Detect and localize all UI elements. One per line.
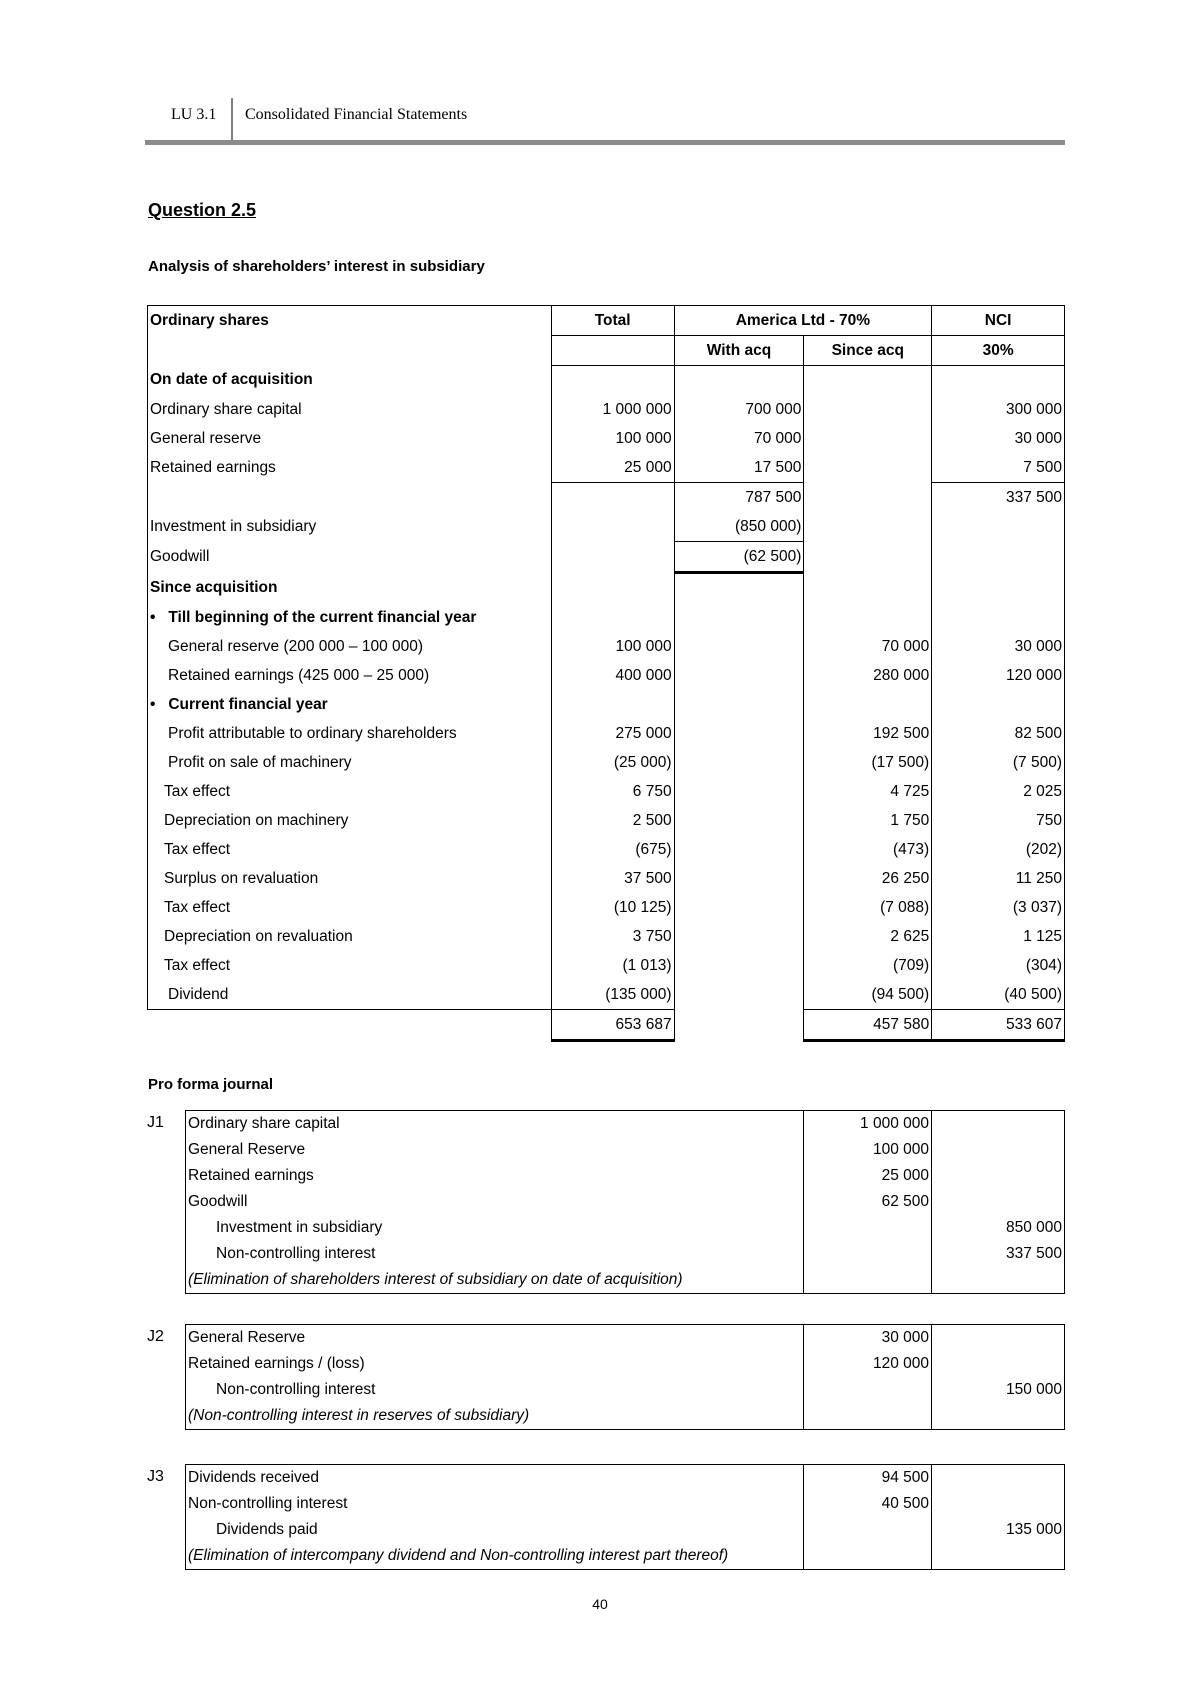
table-row — [186, 1491, 1065, 1517]
table-cell — [148, 1010, 552, 1041]
table-cell — [674, 777, 804, 806]
table-row — [148, 483, 1065, 513]
table-cell: 275 000 — [551, 719, 674, 748]
table-cell: General Reserve — [188, 1141, 306, 1158]
table-cell — [804, 1267, 932, 1294]
table-cell: Investment in subsidiary — [216, 1219, 383, 1236]
table-cell — [674, 951, 804, 980]
table-cell: (675) — [551, 835, 674, 864]
section-label: Since acquisition — [148, 573, 552, 604]
section-label: On date of acquisition — [148, 366, 552, 396]
table-cell: Goodwill — [148, 542, 552, 573]
table-cell: Retained earnings / (loss) — [188, 1355, 365, 1372]
table-cell — [148, 336, 552, 366]
table-row — [148, 453, 1065, 483]
table-cell — [551, 512, 674, 542]
table-cell: 100 000 — [804, 1137, 932, 1163]
table-row — [186, 1137, 1065, 1163]
table-cell — [674, 632, 804, 661]
proforma-title: Pro forma journal — [148, 1076, 274, 1093]
table-cell: (709) — [804, 951, 932, 980]
col-since: Since acq — [804, 336, 932, 366]
journal-note: (Elimination of shareholders interest of subsidiary on date of acquisition) — [188, 1271, 683, 1288]
col-parent: America Ltd - 70% — [674, 306, 932, 336]
table-cell: Retained earnings — [148, 453, 552, 483]
header-rule — [145, 140, 1065, 145]
table-cell: (850 000) — [674, 512, 804, 542]
table-cell: (40 500) — [932, 980, 1065, 1010]
analysis-table — [147, 305, 1065, 1042]
table-cell — [932, 1491, 1065, 1517]
table-cell — [674, 864, 804, 893]
table-cell: 280 000 — [804, 661, 932, 690]
table-cell — [674, 1010, 804, 1041]
table-cell: 700 000 — [674, 395, 804, 424]
table-cell: (94 500) — [804, 980, 932, 1010]
table-cell: 4 725 — [804, 777, 932, 806]
question-heading: Question 2.5 — [148, 200, 257, 220]
table-cell: 750 — [932, 806, 1065, 835]
table-cell: Goodwill — [188, 1193, 248, 1210]
table-cell: Non-controlling interest — [216, 1381, 376, 1398]
table-cell: (17 500) — [804, 748, 932, 777]
table-cell: 30 000 — [804, 1325, 932, 1352]
table-cell: Profit on sale of machinery — [148, 748, 552, 777]
table-cell — [804, 395, 932, 424]
col-total: Total — [551, 306, 674, 336]
table-cell: 70 000 — [674, 424, 804, 453]
table-row — [148, 719, 1065, 748]
table-cell: • Till beginning of the current financial year — [148, 603, 552, 632]
table-cell: 120 000 — [932, 661, 1065, 690]
table-cell: General Reserve — [188, 1329, 306, 1346]
table-cell: (25 000) — [551, 748, 674, 777]
table-cell: 30 000 — [932, 632, 1065, 661]
table-row — [186, 1351, 1065, 1377]
table-cell — [932, 1465, 1065, 1492]
table-cell: 100 000 — [551, 632, 674, 661]
table-cell — [932, 603, 1065, 632]
table-row — [186, 1325, 1065, 1352]
table-subheader-row — [148, 336, 1065, 366]
table-cell — [804, 542, 932, 573]
table-cell — [551, 336, 674, 366]
table-cell: 400 000 — [551, 661, 674, 690]
col-with: With acq — [674, 336, 804, 366]
table-cell: Depreciation on machinery — [148, 806, 552, 835]
table-cell — [674, 661, 804, 690]
table-row — [148, 835, 1065, 864]
table-cell: Dividends paid — [216, 1521, 318, 1538]
table-cell: 120 000 — [804, 1351, 932, 1377]
table-row — [148, 893, 1065, 922]
table-cell: 25 000 — [804, 1163, 932, 1189]
table-cell: 11 250 — [932, 864, 1065, 893]
table-cell — [932, 1543, 1065, 1570]
page-header — [145, 98, 1065, 142]
journal-j3 — [185, 1464, 1065, 1570]
table-row — [148, 777, 1065, 806]
table-cell: Tax effect — [148, 777, 552, 806]
table-cell — [932, 1137, 1065, 1163]
table-cell: 40 500 — [804, 1491, 932, 1517]
table-row — [148, 806, 1065, 835]
table-cell: 6 750 — [551, 777, 674, 806]
subtotal-with: 787 500 — [674, 483, 804, 513]
subtotal-nci: 337 500 — [932, 483, 1065, 513]
table-cell: Retained earnings (425 000 – 25 000) — [148, 661, 552, 690]
table-row — [148, 690, 1065, 719]
journal-note: (Non-controlling interest in reserves of subsidiary) — [188, 1407, 530, 1424]
table-cell — [932, 690, 1065, 719]
table-header-row — [148, 306, 1065, 336]
table-cell: Depreciation on revaluation — [148, 922, 552, 951]
table-cell — [674, 719, 804, 748]
table-cell: 100 000 — [551, 424, 674, 453]
table-cell: 1 125 — [932, 922, 1065, 951]
table-row — [148, 603, 1065, 632]
table-cell — [551, 542, 674, 573]
journal-note: (Elimination of intercompany dividend and Non-controlling interest part thereof) — [188, 1547, 729, 1564]
table-cell — [932, 1403, 1065, 1430]
table-cell — [932, 366, 1065, 396]
table-cell — [804, 512, 932, 542]
table-cell: 2 625 — [804, 922, 932, 951]
table-row — [148, 632, 1065, 661]
learning-unit: LU 3.1 — [171, 106, 217, 123]
table-cell — [804, 603, 932, 632]
table-cell — [674, 980, 804, 1010]
table-row — [186, 1267, 1065, 1294]
table-cell — [148, 483, 552, 513]
table-cell — [932, 1325, 1065, 1352]
table-cell — [804, 1403, 932, 1430]
table-cell: (10 125) — [551, 893, 674, 922]
table-cell — [804, 573, 932, 604]
final-nci: 533 607 — [932, 1010, 1065, 1041]
table-row — [148, 864, 1065, 893]
table-cell — [674, 690, 804, 719]
table-row — [148, 980, 1065, 1010]
table-row — [186, 1403, 1065, 1430]
table-cell — [804, 483, 932, 513]
table-cell — [932, 1189, 1065, 1215]
table-cell: 1 000 000 — [804, 1111, 932, 1138]
col-label: Ordinary shares — [148, 306, 552, 336]
table-row — [186, 1241, 1065, 1267]
table-cell: 26 250 — [804, 864, 932, 893]
table-cell: Dividends received — [188, 1469, 319, 1486]
table-cell: 37 500 — [551, 864, 674, 893]
table-cell: (3 037) — [932, 893, 1065, 922]
col-nci-pct: 30% — [932, 336, 1065, 366]
table-cell: 2 500 — [551, 806, 674, 835]
table-cell: 94 500 — [804, 1465, 932, 1492]
journal-id: J2 — [147, 1328, 164, 1345]
table-cell: Non-controlling interest — [188, 1495, 348, 1512]
table-cell: Tax effect — [148, 835, 552, 864]
table-cell — [674, 893, 804, 922]
table-row — [148, 366, 1065, 396]
col-nci: NCI — [932, 306, 1065, 336]
table-cell: Dividend — [148, 980, 552, 1010]
table-row — [148, 395, 1065, 424]
journal-j1 — [185, 1110, 1065, 1294]
table-cell: 82 500 — [932, 719, 1065, 748]
table-cell: 25 000 — [551, 453, 674, 483]
table-cell — [674, 835, 804, 864]
table-row — [186, 1543, 1065, 1570]
table-cell — [932, 542, 1065, 573]
table-row — [186, 1189, 1065, 1215]
page-number: 40 — [592, 1596, 608, 1612]
journal-j2 — [185, 1324, 1065, 1430]
table-cell — [932, 1267, 1065, 1294]
table-cell — [551, 690, 674, 719]
table-row — [148, 512, 1065, 542]
table-row — [148, 661, 1065, 690]
table-cell: Profit attributable to ordinary shareholders — [148, 719, 552, 748]
journal-id: J3 — [147, 1468, 164, 1485]
table-cell: General reserve — [148, 424, 552, 453]
table-cell: 150 000 — [1005, 1381, 1062, 1398]
table-cell: (7 500) — [932, 748, 1065, 777]
table-cell — [804, 1377, 932, 1403]
goodwill-value: (62 500) — [674, 542, 804, 573]
table-cell — [674, 603, 804, 632]
table-row — [148, 573, 1065, 604]
table-cell: (202) — [932, 835, 1065, 864]
journal-id: J1 — [147, 1114, 164, 1131]
table-cell: 30 000 — [932, 424, 1065, 453]
table-cell — [932, 512, 1065, 542]
table-cell — [932, 1163, 1065, 1189]
table-cell — [674, 806, 804, 835]
table-cell — [551, 366, 674, 396]
table-cell — [804, 1241, 932, 1267]
table-cell — [932, 573, 1065, 604]
table-cell — [674, 748, 804, 777]
table-row — [186, 1163, 1065, 1189]
table-cell: • Current financial year — [148, 690, 552, 719]
table-row — [186, 1517, 1065, 1543]
header-title: Consolidated Financial Statements — [245, 106, 468, 123]
table-cell: Surplus on revaluation — [148, 864, 552, 893]
header-separator — [231, 98, 233, 142]
table-cell — [804, 1215, 932, 1241]
table-cell — [804, 1517, 932, 1543]
table-cell: 62 500 — [804, 1189, 932, 1215]
final-total: 653 687 — [551, 1010, 674, 1041]
table-cell: 1 750 — [804, 806, 932, 835]
table-cell — [674, 366, 804, 396]
table-cell: (1 013) — [551, 951, 674, 980]
table-row — [148, 542, 1065, 573]
table-cell: (135 000) — [551, 980, 674, 1010]
table-cell: 2 025 — [932, 777, 1065, 806]
table-cell — [932, 1351, 1065, 1377]
table-cell: (473) — [804, 835, 932, 864]
table-cell — [804, 453, 932, 483]
final-since: 457 580 — [804, 1010, 932, 1041]
table-cell — [551, 573, 674, 604]
table-cell — [804, 1543, 932, 1570]
table-cell — [551, 483, 674, 513]
table-cell: 17 500 — [674, 453, 804, 483]
table-cell: (304) — [932, 951, 1065, 980]
table-row — [148, 748, 1065, 777]
analysis-subtitle: Analysis of shareholders’ interest in subsidiary — [148, 258, 485, 275]
table-row — [186, 1377, 1065, 1403]
table-cell: (7 088) — [804, 893, 932, 922]
table-cell — [804, 366, 932, 396]
table-cell: Tax effect — [148, 951, 552, 980]
table-cell: 7 500 — [932, 453, 1065, 483]
table-cell: Investment in subsidiary — [148, 512, 552, 542]
table-cell: Ordinary share capital — [148, 395, 552, 424]
table-cell: Non-controlling interest — [216, 1245, 376, 1262]
table-row — [148, 424, 1065, 453]
table-cell: 1 000 000 — [551, 395, 674, 424]
table-cell — [804, 690, 932, 719]
table-cell — [804, 424, 932, 453]
table-cell: 70 000 — [804, 632, 932, 661]
table-cell: 192 500 — [804, 719, 932, 748]
table-cell: 300 000 — [932, 395, 1065, 424]
table-row — [186, 1111, 1065, 1138]
table-cell — [674, 922, 804, 951]
table-cell: Ordinary share capital — [188, 1115, 340, 1132]
table-cell: Retained earnings — [188, 1167, 314, 1184]
table-cell: 850 000 — [1005, 1219, 1062, 1236]
table-row — [186, 1465, 1065, 1492]
table-cell — [932, 1111, 1065, 1138]
table-row — [186, 1215, 1065, 1241]
table-cell: General reserve (200 000 – 100 000) — [148, 632, 552, 661]
table-row — [148, 951, 1065, 980]
table-total-row — [148, 1010, 1065, 1041]
table-row — [148, 922, 1065, 951]
table-cell: Tax effect — [148, 893, 552, 922]
table-cell: 3 750 — [551, 922, 674, 951]
table-cell — [551, 603, 674, 632]
table-cell: 135 000 — [1005, 1521, 1062, 1538]
table-cell — [674, 573, 804, 604]
table-cell: 337 500 — [1005, 1245, 1062, 1262]
